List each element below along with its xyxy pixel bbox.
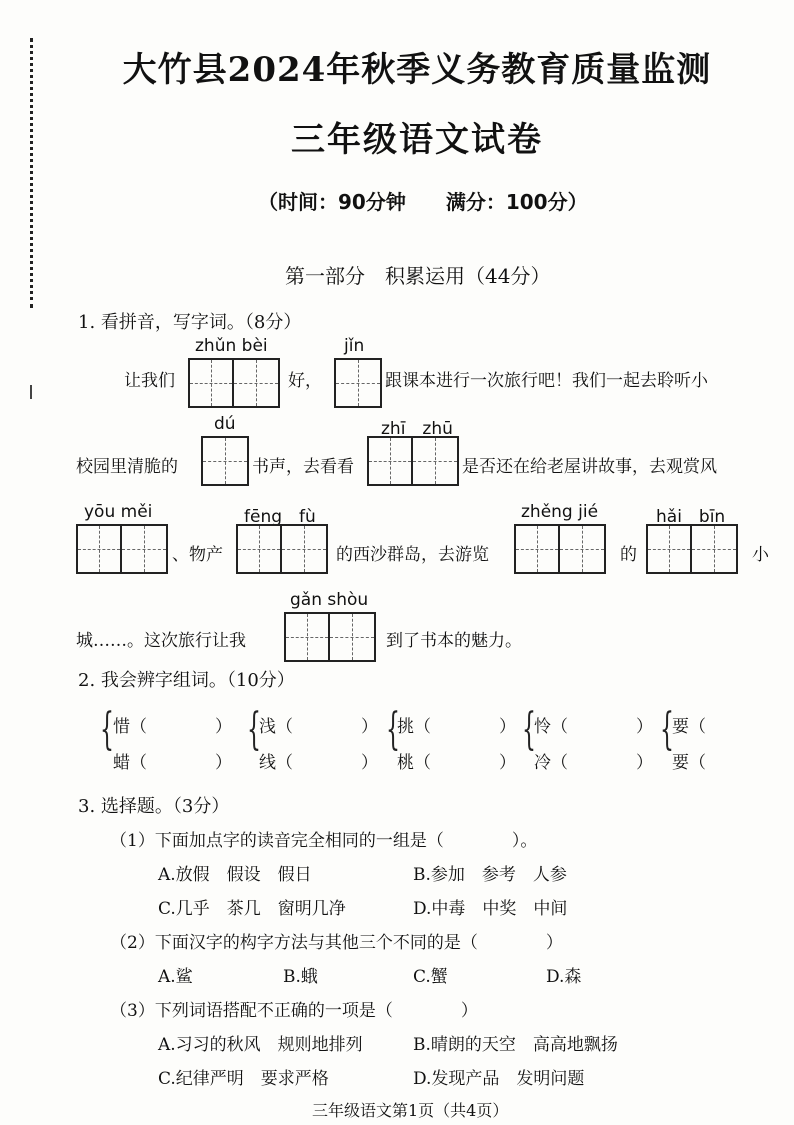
pinyin-zhengjie: zhěng jié	[521, 502, 599, 522]
answer-box-youmei[interactable]	[76, 524, 168, 574]
exam-subtitle: 三年级语文试卷	[291, 120, 543, 160]
q1-text-5: 书声，去看看	[252, 457, 354, 477]
answer-box-fengfu[interactable]	[236, 524, 328, 574]
q1-text-2: 好，	[288, 371, 322, 391]
page-footer: 三年级语文第1页（共4页）	[312, 1101, 509, 1120]
q3-3-option-b[interactable]: B.晴朗的天空 高高地飘扬	[413, 1035, 618, 1055]
answer-box-ganshou[interactable]	[284, 612, 376, 662]
brace-icon: {	[247, 704, 261, 755]
brace-icon: {	[386, 704, 400, 755]
answer-box-haibin[interactable]	[646, 524, 738, 574]
pinyin-haibin: hǎi bīn	[656, 507, 726, 527]
margin-mark	[30, 385, 38, 399]
part1-heading: 第一部分 积累运用（44分）	[285, 264, 551, 288]
pinyin-zhizhu: zhī zhū	[381, 419, 453, 439]
q3-1-stem: （1）下面加点字的读音完全相同的一组是（ ）。	[110, 831, 538, 851]
q2-pair4-a: 怜（ ）	[534, 717, 653, 737]
answer-box-jin[interactable]	[334, 358, 382, 408]
q1-title: 1. 看拼音，写字词。（8分）	[78, 312, 302, 333]
q3-2-option-a[interactable]: A.鲨	[158, 967, 193, 987]
q1-text-1: 让我们	[124, 371, 175, 391]
q2-pair2-b: 线（ ）	[259, 753, 378, 773]
q1-text-6: 是否还在给老屋讲故事，去观赏风	[462, 457, 717, 477]
answer-box-zhunbei[interactable]	[188, 358, 280, 408]
answer-box-du[interactable]	[201, 436, 249, 486]
pinyin-fengfu: fēng fù	[244, 507, 316, 527]
exam-info: （时间：90分钟 满分：100分）	[258, 190, 588, 214]
q1-text-9: 的	[620, 545, 637, 565]
q3-3-stem: （3）下列词语搭配不正确的一项是（ ）	[110, 1001, 478, 1021]
q1-text-8: 的西沙群岛，去游览	[336, 545, 489, 565]
q3-2-stem: （2）下面汉字的构字方法与其他三个不同的是（ ）	[110, 933, 563, 953]
brace-icon: {	[522, 704, 536, 755]
answer-box-zhengjie[interactable]	[514, 524, 606, 574]
q3-1-option-c[interactable]: C.几乎 茶几 窗明几净	[158, 899, 346, 919]
pinyin-zhunbei: zhǔn bèi	[195, 336, 268, 356]
answer-box-zhizhu[interactable]	[367, 436, 459, 486]
q3-1-option-d[interactable]: D.中毒 中奖 中间	[413, 899, 568, 919]
pinyin-youmei: yōu měi	[84, 502, 153, 522]
q3-3-option-c[interactable]: C.纪律严明 要求严格	[158, 1069, 329, 1089]
q3-2-option-b[interactable]: B.蛾	[283, 967, 318, 987]
exam-title: 大竹县2024年秋季义务教育质量监测	[122, 50, 712, 90]
q3-title: 3. 选择题。（3分）	[78, 796, 230, 817]
brace-icon: {	[100, 704, 114, 755]
q2-pair1-a: 惜（ ）	[113, 717, 232, 737]
q2-pair4-b: 冷（ ）	[534, 753, 653, 773]
q3-3-option-a[interactable]: A.习习的秋风 规则地排列	[158, 1035, 363, 1055]
q1-text-12: 到了书本的魅力。	[386, 631, 522, 651]
q2-pair1-b: 蜡（ ）	[113, 753, 232, 773]
pinyin-du: dú	[214, 414, 236, 434]
q2-pair3-a: 挑（ ）	[397, 717, 516, 737]
q2-pair5-b: 要（	[672, 753, 706, 773]
q1-text-3: 跟课本进行一次旅行吧！我们一起去聆听小	[385, 371, 708, 391]
q2-pair2-a: 浅（ ）	[259, 717, 378, 737]
pinyin-ganshou: gǎn shòu	[290, 590, 369, 610]
q3-1-option-b[interactable]: B.参加 参考 人参	[413, 865, 567, 885]
q1-text-7: 、物产	[172, 545, 223, 565]
brace-icon: {	[660, 704, 674, 755]
q3-2-option-d[interactable]: D.森	[546, 967, 582, 987]
q3-2-option-c[interactable]: C.蟹	[413, 967, 448, 987]
q3-1-option-a[interactable]: A.放假 假设 假日	[158, 865, 312, 885]
q2-pair3-b: 桃（ ）	[397, 753, 516, 773]
q2-title: 2. 我会辨字组词。（10分）	[78, 670, 295, 691]
q1-text-11: 城……。这次旅行让我	[76, 631, 246, 651]
pinyin-jin: jǐn	[344, 336, 365, 356]
q1-text-10: 小	[752, 545, 769, 565]
q2-pair5-a: 要（	[672, 717, 706, 737]
q1-text-4: 校园里清脆的	[76, 457, 178, 477]
q3-3-option-d[interactable]: D.发现产品 发明问题	[413, 1069, 585, 1089]
